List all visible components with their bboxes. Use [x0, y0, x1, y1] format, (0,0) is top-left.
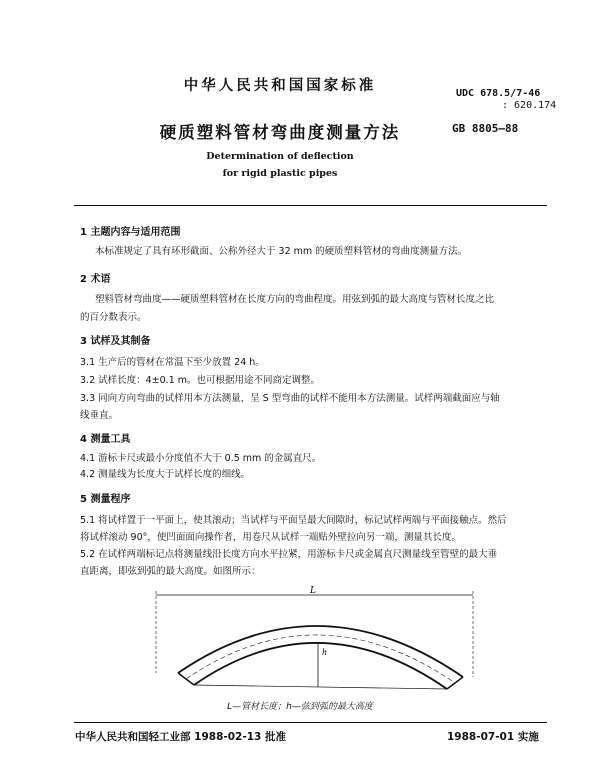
- chord-line: [194, 685, 447, 689]
- section-1-heading: 1 主题内容与适用范围: [80, 227, 181, 238]
- section-5-2-line2: 直距离，即弦到弧的最大高度。如图所示：: [80, 566, 261, 577]
- footer-effective-date: 1988-07-01 实施: [447, 731, 539, 743]
- section-1-text: 本标准规定了具有环形截面、公称外径大于 32 mm 的硬质塑料管材的弯曲度测量方法。: [95, 246, 468, 257]
- section-3-3-line1: 3.3 同向方向弯曲的试样用本方法测量，呈 S 型弯曲的试样不能用本方法测量。试样两端截面应与轴: [80, 393, 500, 404]
- section-5-1-line1: 5.1 将试样置于一平面上，使其滚动；当试样与平面呈最大间隙时，标记试样两端与平面接触点。然后: [80, 515, 507, 526]
- section-4-1: 4.1 游标卡尺或最小分度值不大于 0.5 mm 的金属直尺。: [80, 453, 322, 464]
- section-2-text-line1: 塑料管材弯曲度——硬质塑料管材在长度方向的弯曲程度。用弦到弧的最大高度与管材长度之比: [95, 294, 495, 305]
- section-5-heading: 5 测量程序: [80, 494, 131, 505]
- footer-issuer: 中华人民共和国轻工业部 1988-02-13 批准: [75, 731, 286, 743]
- section-3-2: 3.2 试样长度：4±0.1 m。也可根据用途不同商定调整。: [80, 375, 321, 386]
- pipe-left-end: [178, 673, 194, 685]
- udc-code-line1: UDC 678.5/7-46: [456, 88, 541, 99]
- english-title-line2: for rigid plastic pipes: [222, 168, 338, 179]
- document-title: 硬质塑料管材弯曲度测量方法: [159, 123, 401, 142]
- udc-code-line2: : 620.174: [502, 100, 557, 111]
- section-4-2: 4.2 测量线为长度大于试样长度的细线。: [80, 469, 251, 480]
- header-rule: [74, 205, 547, 206]
- section-3-1: 3.1 生产后的管材在常温下至少放置 24 h。: [80, 357, 265, 368]
- pipe-right-end: [447, 677, 463, 689]
- gb-number: GB 8805—88: [452, 122, 519, 135]
- section-5-1-line2: 将试样滚动 90°，使凹面面向操作者，用卷尺从试样一端贴外壁拉向另一端，测量其长度。: [80, 532, 461, 543]
- section-2-heading: 2 术语: [80, 274, 111, 285]
- section-3-3-line2: 线垂直。: [80, 410, 119, 421]
- english-title-line1: Determination of deflection: [206, 151, 354, 162]
- label-L: L: [310, 586, 316, 596]
- section-2-text-line2: 的百分数表示。: [80, 312, 147, 323]
- label-h: h: [322, 648, 328, 657]
- pipe-deflection-figure: [148, 585, 478, 697]
- pipe-inner-wall: [194, 643, 447, 689]
- section-5-2-line1: 5.2 在试样两端标记点将测量线沿长度方向水平拉紧，用游标卡尺或金属直尺测量线至管壁的最大垂: [80, 549, 498, 560]
- footer-rule: [74, 722, 547, 723]
- figure-caption: L—管材长度；h—弦到弧的最大高度: [227, 702, 373, 712]
- section-4-heading: 4 测量工具: [80, 434, 131, 445]
- section-3-heading: 3 试样及其制备: [80, 336, 151, 347]
- standard-org-title: 中华人民共和国国家标准: [183, 78, 377, 94]
